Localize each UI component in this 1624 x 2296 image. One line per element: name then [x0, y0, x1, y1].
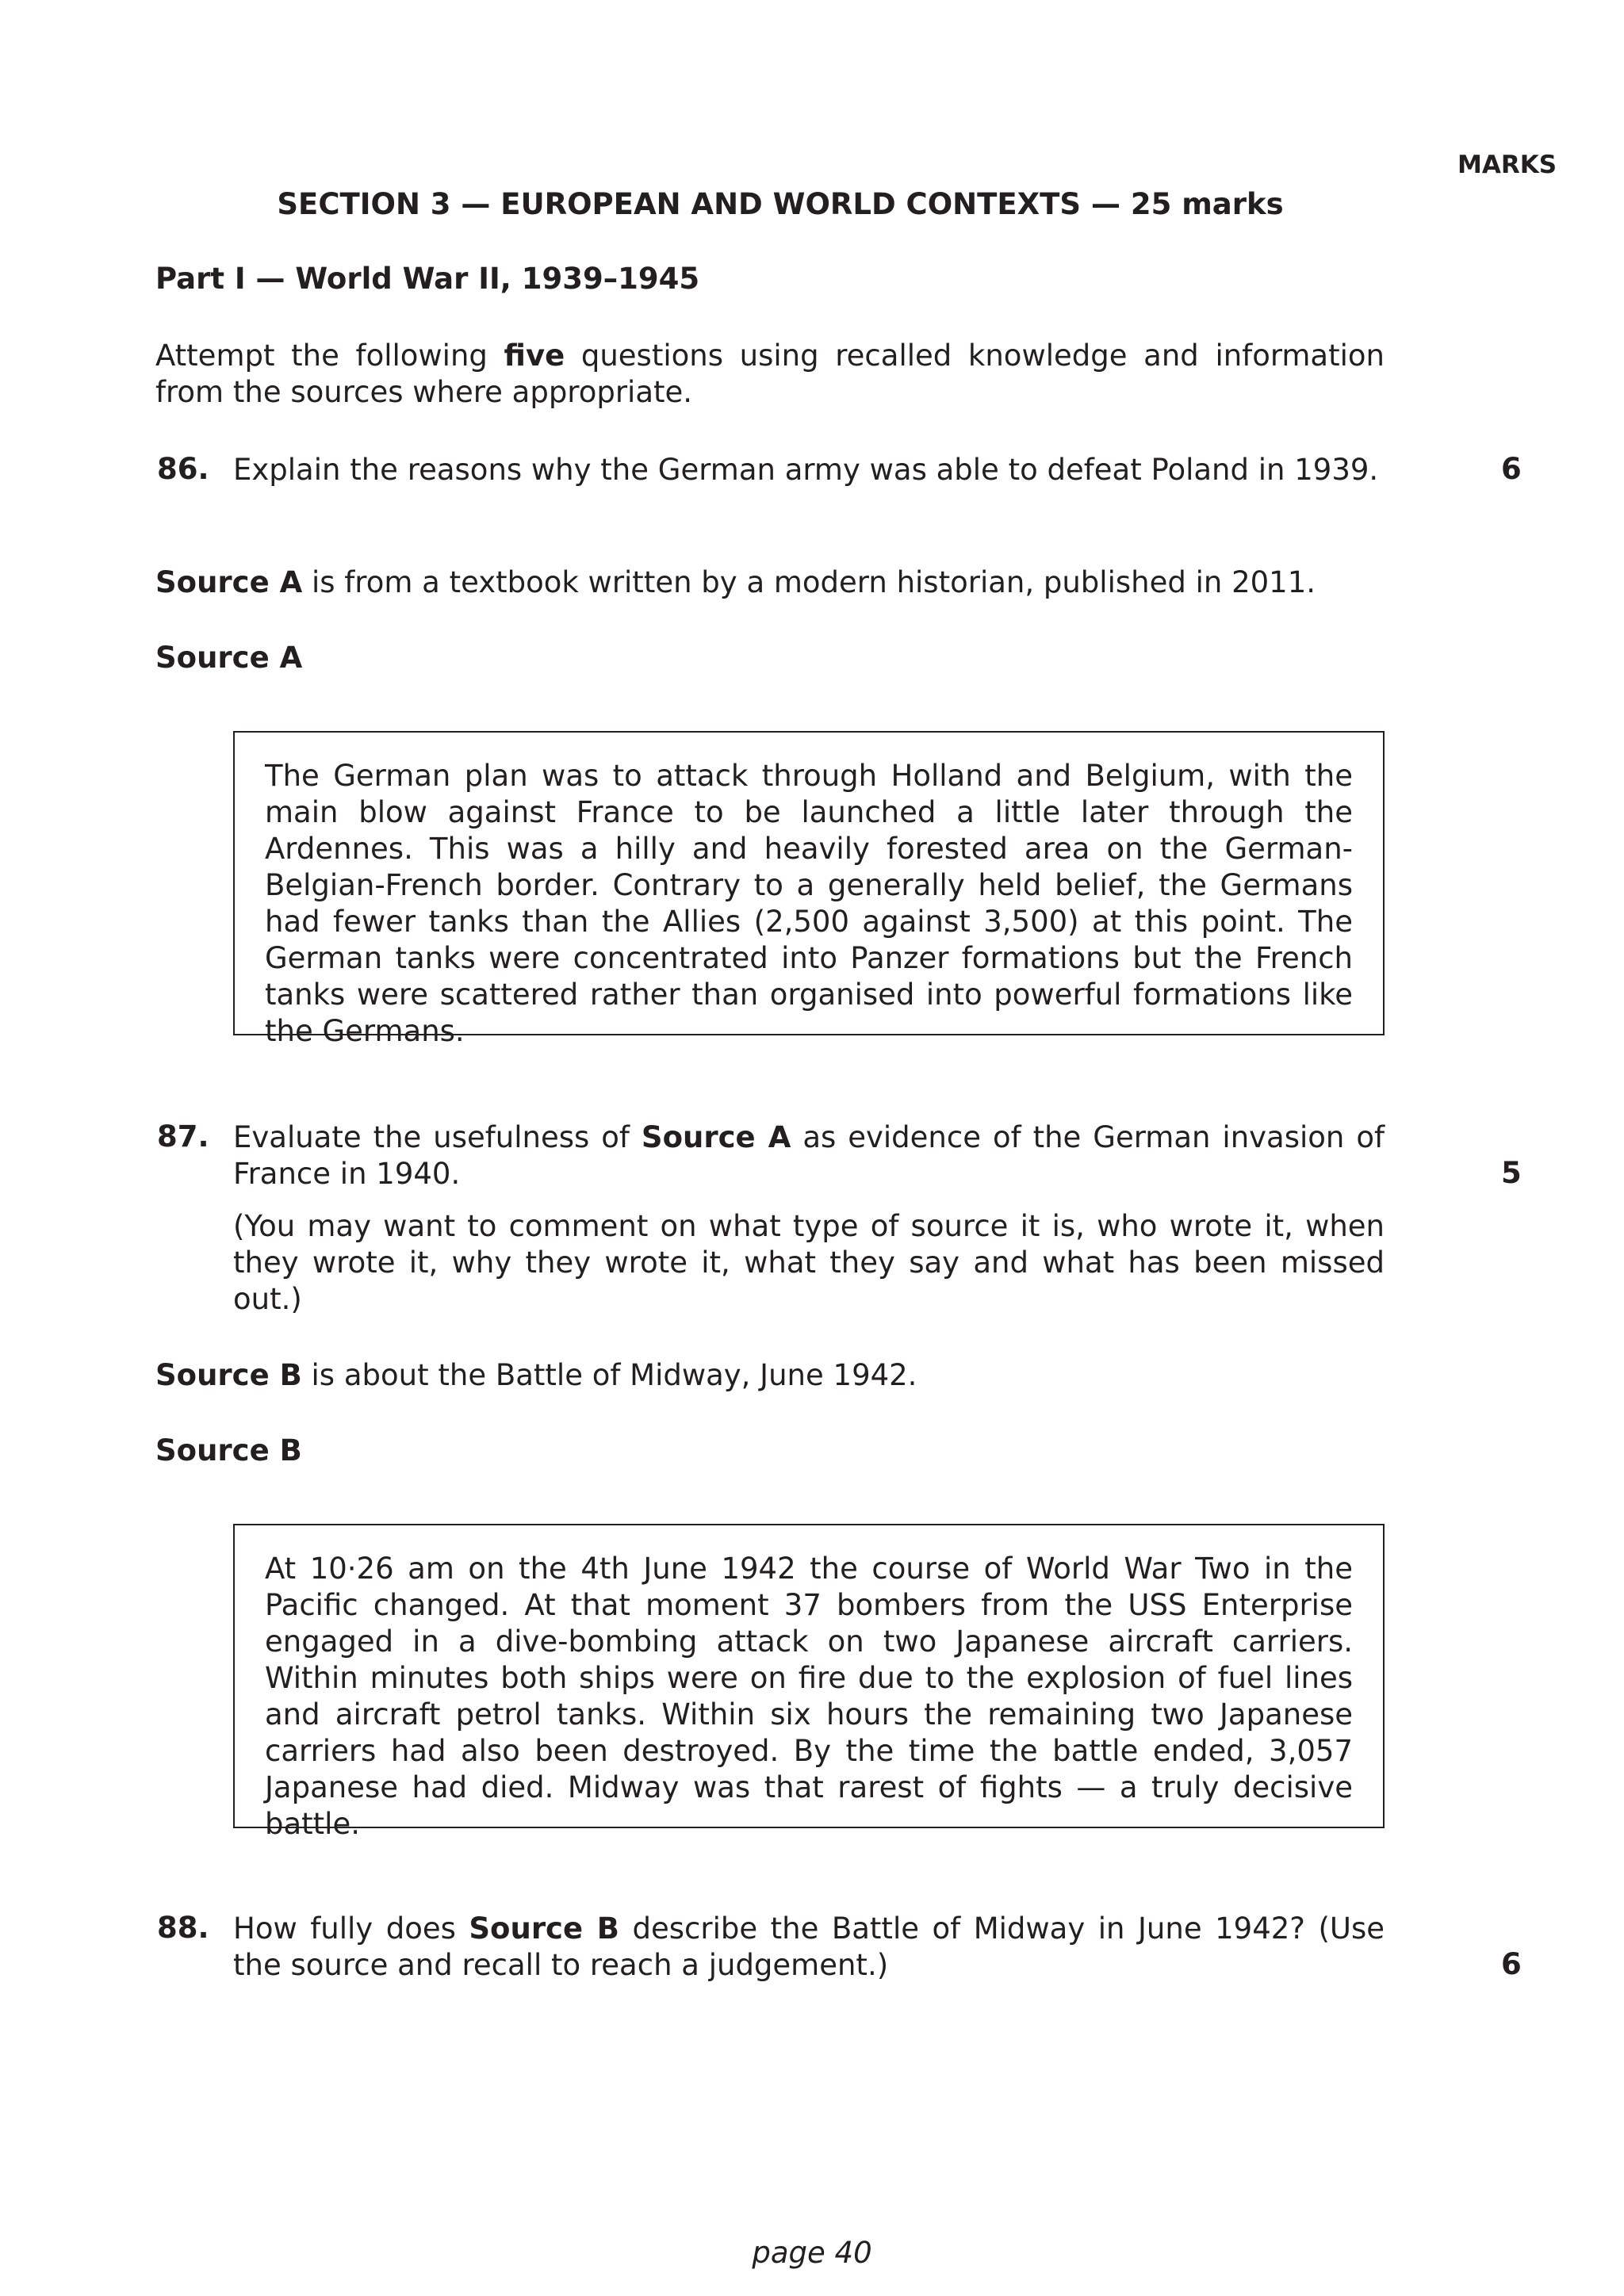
instructions	[155, 338, 1385, 411]
question-86-number: 86.	[157, 452, 209, 486]
instructions-after: questions using recalled knowledge and information from the sources where appropriate.	[155, 339, 1385, 409]
question-87-text-after: as evidence of the German invasion of France in 1940.	[233, 1120, 1385, 1191]
source-b-heading: Source B	[155, 1433, 302, 1468]
marks-column-header: MARKS	[1457, 151, 1557, 179]
instructions-before: Attempt the following	[155, 339, 504, 373]
source-a-heading: Source A	[155, 641, 303, 675]
source-b-box	[233, 1524, 1385, 1841]
source-b-intro-bold: Source B	[155, 1358, 302, 1392]
source-b-intro-rest: is about the Battle of Midway, June 1942.	[301, 1358, 917, 1392]
question-88-text-bold: Source B	[469, 1911, 619, 1946]
source-a-intro-bold: Source A	[155, 565, 303, 599]
page-number: page 40	[752, 2236, 872, 2270]
question-87-text-bold: Source A	[641, 1120, 791, 1154]
question-87-text-before: Evaluate the usefulness of	[233, 1120, 642, 1154]
source-a-intro-rest: is from a textbook written by a modern historian, published in 2011.	[302, 565, 1316, 599]
question-87-number: 87.	[157, 1119, 209, 1154]
question-88-marks: 6	[1501, 1947, 1522, 1981]
question-88-text-before: How fully does	[233, 1911, 469, 1946]
question-87-text	[233, 1119, 1385, 1192]
question-88-text	[233, 1911, 1385, 1984]
source-b-intro	[155, 1357, 1385, 1394]
question-88-number: 88.	[157, 1911, 209, 1945]
source-b-text: At 10·26 am on the 4th June 1942 the course of World War Two in the Pacific changed. At that moment 37 bombers from the USS Enterprise engaged in a dive-bombing attack on two Japanese aircraft carriers. Within minutes both ships were on fire due to the explosion of fuel lines and aircraft petrol tanks. Within six hours the remaining two Japanese carriers had also been destroyed. By the time the battle ended, 3,057 Japanese had died. Midway was that rarest of fights — a truly decisive battle.	[265, 1552, 1353, 1841]
question-86-marks: 6	[1501, 452, 1522, 486]
source-a-box	[233, 731, 1385, 1048]
instructions-bold: five	[504, 339, 565, 373]
source-a-text: The German plan was to attack through Holland and Belgium, with the main blow against France to be launched a little later through the Ardennes. This was a hilly and heavily forested area on the German-Belgian-French border. Contrary to a generally held belief, the Germans had fewer tanks than the Allies (2,500 against 3,500) at this point. The German tanks were concentrated into Panzer formations but the French tanks were scattered rather than organised into powerful formations like the Germans.	[265, 759, 1353, 1048]
part-title: Part I — World War II, 1939–1945	[155, 262, 700, 296]
source-a-intro	[155, 564, 1385, 601]
question-87-marks: 5	[1501, 1156, 1522, 1190]
question-87-note: (You may want to comment on what type of source it is, who wrote it, when they wrote it, why they wrote it, what they say and what has been missed out.)	[233, 1209, 1385, 1316]
question-88-text-after: describe the Battle of Midway in June 1942? (Use the source and recall to reach a judgement.)	[233, 1911, 1385, 1982]
section-title: SECTION 3 — EUROPEAN AND WORLD CONTEXTS — 25 marks	[277, 187, 1284, 221]
question-86-text: Explain the reasons why the German army was able to defeat Poland in 1939.	[233, 453, 1379, 487]
